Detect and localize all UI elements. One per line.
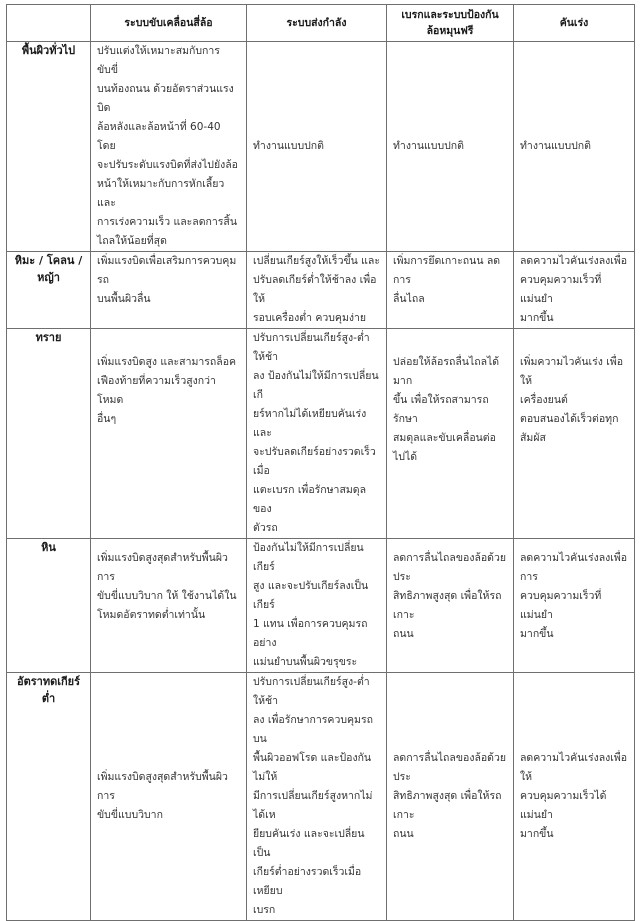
header-corner <box>7 5 91 42</box>
table-cell: เพิ่มแรงบิดสูงสุดสำหรับพื้นผิวการ ขับขี่แบบวิบาก <box>91 673 247 921</box>
table-cell: ปรับแต่งให้เหมาะสมกับการขับขี่ บนท้องถนน ด้วยอัตราส่วนแรงบิด ล้อหลังและล้อหน้าที่ 60-40 โดย จะปรับระดับแรงบิดที่ส่งไปยังล้อ หน้าให้เหมาะกับการหักเลี้ยวและ การเร่งความเร็ว และลดการสิ้น ไถลให้น้อยที่สุด <box>91 42 247 252</box>
table-cell: ลดการลื่นไถลของล้อด้วยประ สิทธิภาพสูงสุด เพื่อให้รถเกาะ ถนน <box>387 673 514 921</box>
table-cell: ลดความไวคันเร่งลงเพื่อการ ควบคุมความเร็วที่แม่นยำ มากขึ้น <box>514 539 635 673</box>
row-label-low-range: อัตราทดเกียร์ต่ำ <box>7 673 91 921</box>
row-label-general: พื้นผิวทั่วไป <box>7 42 91 252</box>
table-cell: เพิ่มการยึดเกาะถนน ลดการ ลื่นไถล <box>387 252 514 329</box>
table-cell: เพิ่มแรงบิดเพื่อเสริมการควบคุมรถ บนพื้นผิวลื่น <box>91 252 247 329</box>
header-4wd: ระบบขับเคลื่อนสี่ล้อ <box>91 5 247 42</box>
table-cell: ปรับการเปลี่ยนเกียร์สูง-ต่ำให้ช้า ลง เพื่อรักษาการควบคุมรถบน พื้นผิวออฟโรด และป้องกันไม่ให้ มีการเปลี่ยนเกียร์สูงหากไม่ได้เห ยียบคันเร่ง และจะเปลี่ยนเป็น เกียร์ต่ำอย่างรวดเร็วเมื่อเหยียบ เบรก <box>247 673 387 921</box>
header-brake-traction: เบรกและระบบป้องกัน ล้อหมุนฟรี <box>387 5 514 42</box>
table-cell: ทำงานแบบปกติ <box>247 42 387 252</box>
table-cell: ปรับการเปลี่ยนเกียร์สูง-ต่ำให้ช้า ลง ป้องกันไม่ให้มีการเปลี่ยนเกี ยร์หากไม่ได้เหยียบคันเร่ง และ จะปรับลดเกียร์อย่างรวดเร็วเมื่อ แตะเบรก เพื่อรักษาสมดุลของ ตัวรถ <box>247 329 387 539</box>
table-cell: ลดความไวคันเร่งลงเพื่อให้ ควบคุมความเร็วได้แม่นยำ มากขึ้น <box>514 673 635 921</box>
table-row <box>7 329 635 539</box>
table-cell: เพิ่มความไวคันเร่ง เพื่อให้ เครื่องยนต์ ตอบสนองได้เร็วต่อทุกสัมผัส <box>514 329 635 539</box>
table-cell: ลดการลื่นไถลของล้อด้วยประ สิทธิภาพสูงสุด เพื่อให้รถเกาะ ถนน <box>387 539 514 673</box>
header-throttle: คันเร่ง <box>514 5 635 42</box>
table-row <box>7 252 635 329</box>
table-cell: เพิ่มแรงบิดสูง และสามารถล็อค เฟืองท้ายที่ความเร็วสูงกว่าโหมด อื่นๆ <box>91 329 247 539</box>
table-cell: ทำงานแบบปกติ <box>514 42 635 252</box>
row-label-rock: หิน <box>7 539 91 673</box>
table-cell: ลดความไวคันเร่งลงเพื่อ ควบคุมความเร็วที่แม่นยำ มากขึ้น <box>514 252 635 329</box>
table-cell: เปลี่ยนเกียร์สูงให้เร็วขึ้น และ ปรับลดเกียร์ต่ำให้ช้าลง เพื่อให้ รอบเครื่องต่ำ ควบคุมง่าย <box>247 252 387 329</box>
table-row <box>7 673 635 921</box>
table-cell: ปล่อยให้ล้อรถลื่นไถลได้มาก ขึ้น เพื่อให้รถสามารถรักษา สมดุลและขับเคลื่อนต่อไปได้ <box>387 329 514 539</box>
table-cell: ป้องกันไม่ให้มีการเปลี่ยนเกียร์ สูง และจะปรับเกียร์ลงเป็นเกียร์ 1 แทน เพื่อการควบคุมรถอย่าง แม่นยำบนพื้นผิวขรุขระ <box>247 539 387 673</box>
table-cell: เพิ่มแรงบิดสูงสุดสำหรับพื้นผิวการ ขับขี่แบบวิบาก ให้ ใช้งานได้ใน โหมดอัตราทดต่ำเท่านั้น <box>91 539 247 673</box>
table-row <box>7 539 635 673</box>
drive-mode-table <box>6 4 635 921</box>
row-label-sand: ทราย <box>7 329 91 539</box>
row-label-snow-mud-grass: หิมะ / โคลน / หญ้า <box>7 252 91 329</box>
table-cell: ทำงานแบบปกติ <box>387 42 514 252</box>
header-transmission: ระบบส่งกำลัง <box>247 5 387 42</box>
table-row <box>7 42 635 252</box>
table-header-row <box>7 5 635 42</box>
